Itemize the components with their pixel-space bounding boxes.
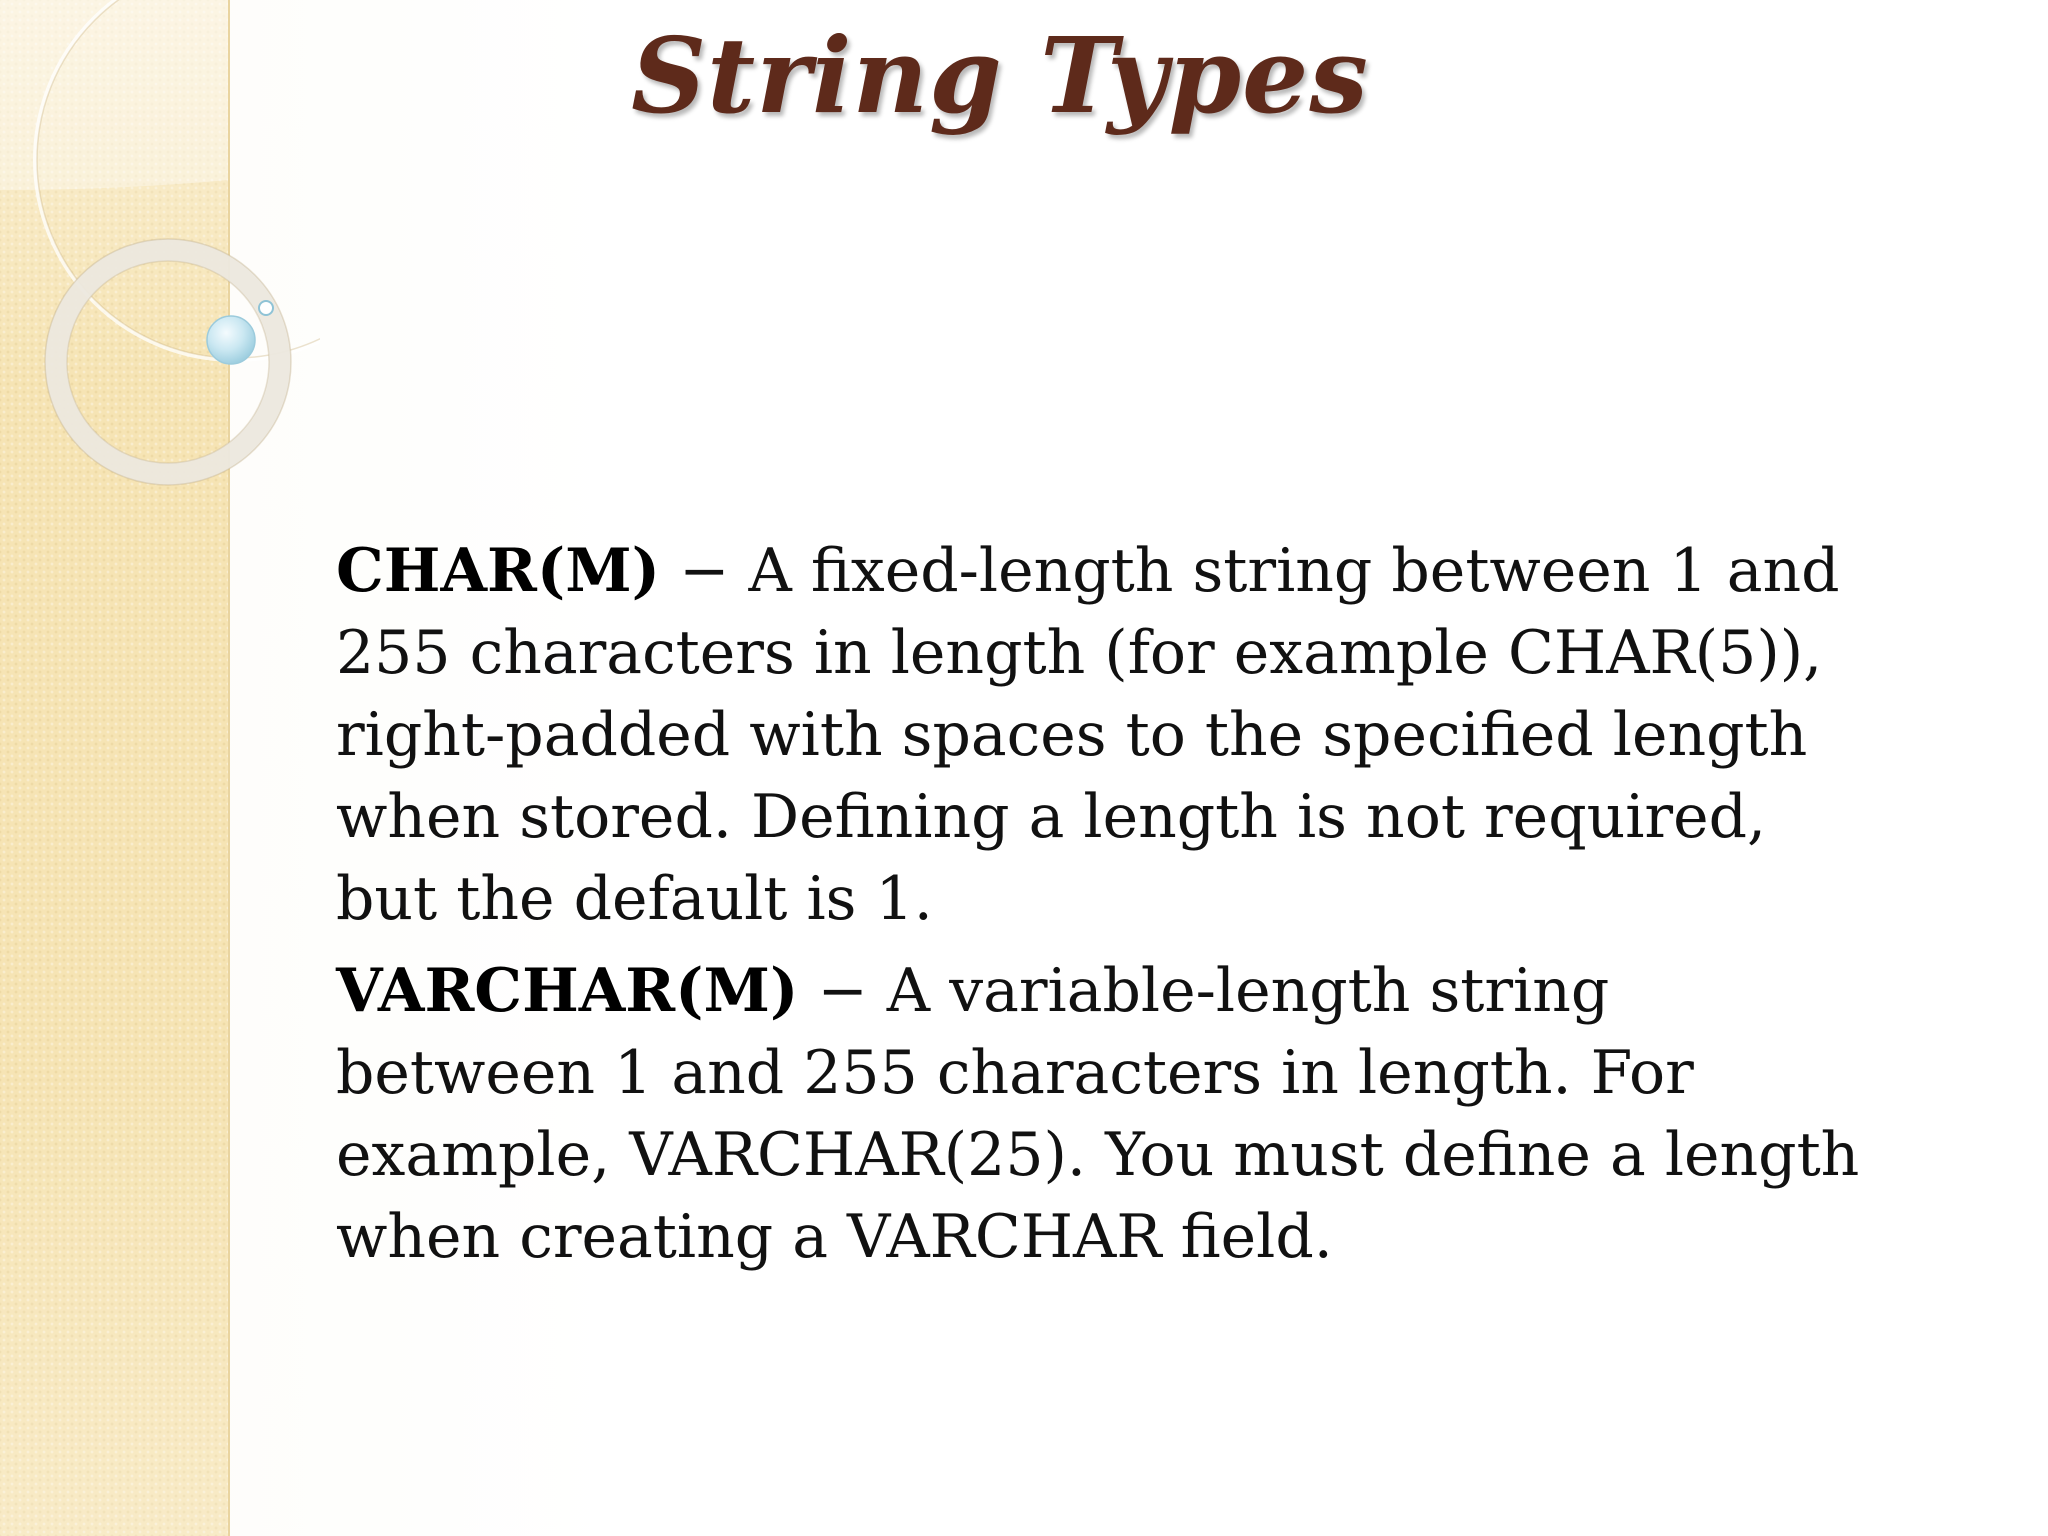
varchar-term: VARCHAR(M) [336, 956, 799, 1026]
decorative-thick-ring [56, 250, 280, 474]
decorative-bubble-small [259, 301, 273, 315]
slide-title: String Types [631, 14, 1369, 137]
decorative-bubble-large [207, 316, 255, 364]
char-description: − A fixed-length string between 1 and 255 characters in length (for example CHAR(5)), right-padded with spaces to the specified length when stored. Defining a length is not required, but the default is 1. [336, 536, 1840, 934]
varchar-description: − A variable-length string between 1 and 255 characters in length. For example, VARCHAR(25). You must define a length when creating a VARCHAR field. [336, 956, 1860, 1272]
char-term: CHAR(M) [336, 536, 661, 606]
slide-body [336, 530, 1866, 1288]
varchar-definition-paragraph [336, 950, 1866, 1278]
char-definition-paragraph [336, 530, 1866, 940]
